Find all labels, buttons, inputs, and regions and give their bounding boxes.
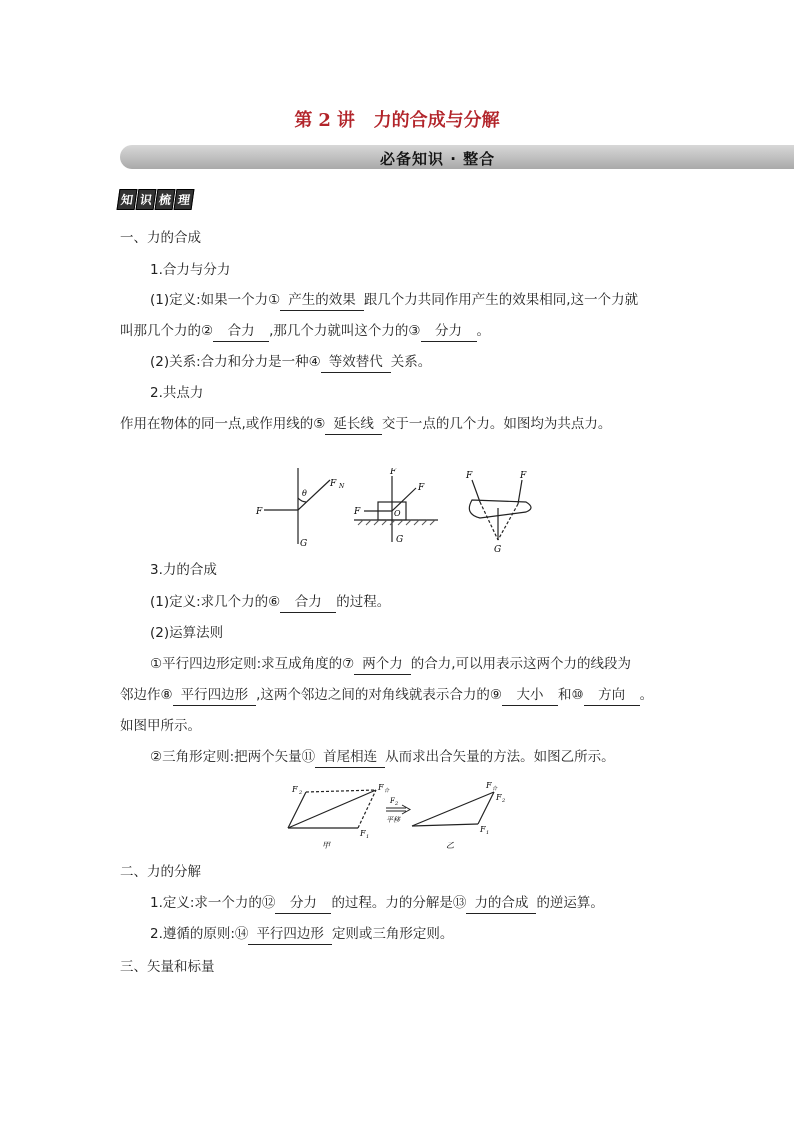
answer-blank-8: 平行四边形 <box>173 685 257 706</box>
diagram-c <box>469 480 531 540</box>
label-f2-yi: F <box>496 793 502 802</box>
definition-line-2: 叫那几个力的② 合力 ,那几个力就叫这个力的③ 分力 。 <box>120 321 490 342</box>
page-title: 第 2 讲 力的合成与分解 <box>294 110 500 131</box>
label-fn-b: F <box>390 468 397 477</box>
section-heading-1: 一、力的合成 <box>120 230 201 246</box>
answer-blank-9: 大小 <box>502 685 558 706</box>
label-g: G <box>300 539 308 549</box>
section-heading-2: 二、力的分解 <box>120 864 201 880</box>
decomposition-principle: 2.遵循的原则:⑭ 平行四边形 定则或三角形定则。 <box>150 924 453 945</box>
parallelogram-line: ①平行四边形定则:求互成角度的⑦ 两个力 的合力,可以用表示这两个力的线段为 <box>150 654 631 675</box>
relation-line: (2)关系:合力和分力是一种④ 等效替代 关系。 <box>150 352 431 373</box>
label-f-b: F <box>418 483 425 493</box>
triangle <box>412 792 494 826</box>
vector-addition-figure <box>282 778 512 856</box>
label-g-c: G <box>494 545 502 554</box>
label-yi: 乙 <box>446 841 454 850</box>
answer-blank-6: 合力 <box>280 592 336 613</box>
label-f2-jia: F <box>292 785 298 794</box>
diagram-a <box>264 468 330 544</box>
definition-line: (1)定义:如果一个力① 产生的效果 跟几个力共同作用产生的效果相同,这一个力就 <box>150 290 638 311</box>
answer-blank-2: 合力 <box>213 321 269 342</box>
svg-text:F: F <box>390 797 395 805</box>
svg-text:1: 1 <box>486 830 490 836</box>
answer-blank-7: 两个力 <box>354 654 411 675</box>
svg-text:合: 合 <box>492 786 498 792</box>
answer-blank-12: 分力 <box>275 893 331 914</box>
decomposition-def: 1.定义:求一个力的⑫ 分力 的过程。力的分解是⑬ 力的合成 的逆运算。 <box>150 893 604 914</box>
label-f1-c: F <box>466 471 473 481</box>
svg-text:1: 1 <box>366 834 370 840</box>
answer-blank-4: 等效替代 <box>321 352 391 373</box>
knowledge-badge: 知 识 梳 理 <box>118 189 194 210</box>
label-f: F <box>256 507 263 517</box>
label-f1-b: F <box>354 507 361 517</box>
label-fn: F <box>330 479 337 489</box>
subheading-1: 1.合力与分力 <box>150 262 231 278</box>
label-f2-c: F <box>520 471 527 481</box>
answer-blank-10: 方向 <box>584 685 640 706</box>
svg-text:2: 2 <box>395 801 399 807</box>
triangle-line: ②三角形定则:把两个矢量⑪ 首尾相连 从而求出合矢量的方法。如图乙所示。 <box>150 747 615 768</box>
answer-blank-3: 分力 <box>421 321 477 342</box>
label-fhe-yi: F <box>486 781 492 790</box>
concurrent-line: 作用在物体的同一点,或作用线的⑤ 延长线 交于一点的几个力。如图均为共点力。 <box>120 414 611 435</box>
concurrent-forces-figure <box>250 468 550 558</box>
parallelogram-line-3: 如图甲所示。 <box>120 718 201 734</box>
subheading-3: 3.力的合成 <box>150 562 217 578</box>
svg-text:合: 合 <box>384 788 390 794</box>
label-theta: θ <box>302 489 307 498</box>
parallelogram-line-2: 邻边作⑧ 平行四边形 ,这两个邻边之间的对角线就表示合力的⑨ 大小 和⑩ 方向 。 <box>120 685 653 706</box>
label-fn-sub: N <box>339 483 345 490</box>
answer-blank-13: 力的合成 <box>466 893 536 914</box>
section-heading-3: 三、矢量和标量 <box>120 959 215 975</box>
answer-blank-1: 产生的效果 <box>280 290 364 311</box>
answer-blank-5: 延长线 <box>325 414 382 435</box>
label-f1-jia: F <box>360 829 366 838</box>
subheading-2: 2.共点力 <box>150 385 204 401</box>
label-o: O <box>394 509 401 518</box>
svg-text:2: 2 <box>502 798 506 804</box>
label-f1-yi: F <box>480 825 486 834</box>
label-g-b: G <box>396 535 404 545</box>
label-shift: 平移 <box>386 816 400 824</box>
ground-hatch <box>358 520 435 525</box>
banner-title: 必备知识 · 整合 <box>380 150 496 168</box>
label-jia: 甲 <box>322 841 330 850</box>
svg-text:2: 2 <box>299 790 303 796</box>
answer-blank-14: 平行四边形 <box>248 924 332 945</box>
label-fhe-jia: F <box>378 783 384 792</box>
composition-def: (1)定义:求几个力的⑥ 合力 的过程。 <box>150 592 390 613</box>
rule-heading: (2)运算法则 <box>150 625 224 641</box>
answer-blank-11: 首尾相连 <box>315 747 385 768</box>
